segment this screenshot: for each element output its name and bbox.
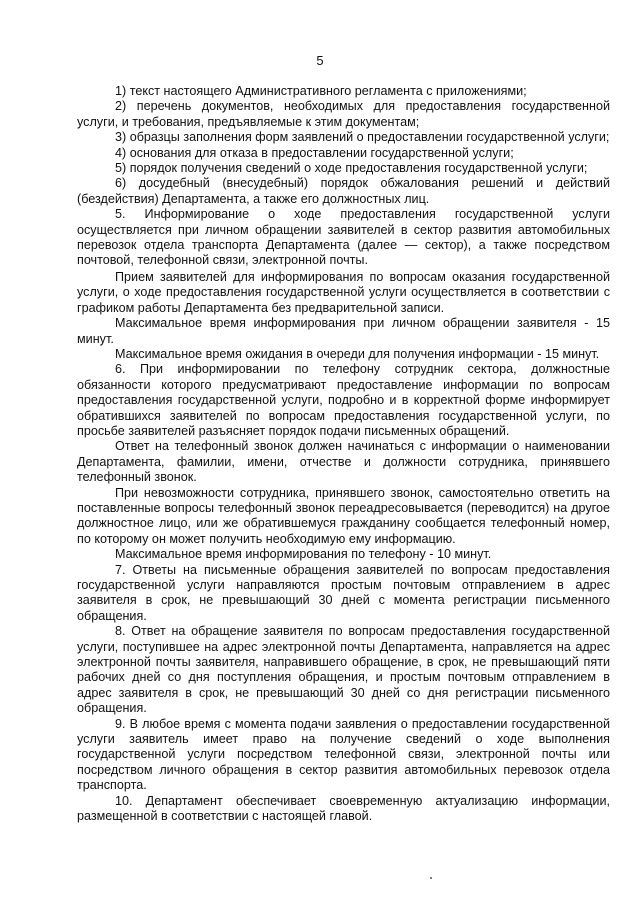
- page-number: 5: [316, 53, 324, 68]
- paragraph: Максимальное время информирования при личном обращении заявителя - 15 минут.: [77, 316, 610, 346]
- document-body: [77, 84, 610, 825]
- paragraph: 6) досудебный (внесудебный) порядок обжалования решений и действий (бездействия) Департамента, а также его должностных лиц.: [77, 176, 610, 206]
- paragraph: 5. Информирование о ходе предоставления государственной услуги осуществляется при личном обращении заявителей в сектор развития автомобильных перевозок отдела транспорта Департамента (далее — сектор), а также посредством почтовой, телефонной связи, электронной почты.: [77, 207, 610, 268]
- paragraph: 2) перечень документов, необходимых для предоставления государственной услуги, и требования, предъявляемые к этим документам;: [77, 99, 610, 129]
- paragraph: 8. Ответ на обращение заявителя по вопросам предоставления государственной услуги, поступившее на адрес электронной почты Департамента, направляется на адрес электронной почты заявителя, направившего обращение, в срок, не превышающий пяти рабочих дней со дня поступления обращения, и простым почтовым отправлением в адрес заявителя в срок, не превышающий 30 дней со дня регистрации письменного обращения.: [77, 624, 610, 716]
- paragraph: 9. В любое время с момента подачи заявления о предоставлении государственной услуги заявитель имеет право на получение сведений о ходе выполнения государственной услуги посредством телефонной связи, электронной почты или посредством личного обращения в сектор развития автомобильных перевозок отдела транспорта.: [77, 716, 610, 793]
- paragraph: Прием заявителей для информирования по вопросам оказания государственной услуги, о ходе предоставления государственной услуги осуществляется в соответствии с графиком работы Департамента без предварительной записи.: [77, 269, 610, 315]
- paragraph: При невозможности сотрудника, принявшего звонок, самостоятельно ответить на поставленные вопросы телефонный звонок переадресовывается (переводится) на другое должностное лицо, или же обратившемуся гражданину сообщается телефонный номер, по которому он может получить необходимую ему информацию.: [77, 485, 610, 546]
- paragraph: 5) порядок получения сведений о ходе предоставления государственной услуги;: [115, 161, 588, 176]
- scan-speck: [430, 877, 432, 879]
- paragraph: 3) образцы заполнения форм заявлений о предоставлении государственной услуги;: [115, 130, 610, 145]
- paragraph: 1) текст настоящего Административного регламента с приложениями;: [115, 84, 527, 98]
- paragraph: Ответ на телефонный звонок должен начинаться с информации о наименовании Департамента, фамилии, имени, отчестве и должности сотрудника, принявшего телефонный звонок.: [77, 439, 610, 485]
- paragraph: 7. Ответы на письменные обращения заявителей по вопросам предоставления государственной услуги направляются простым почтовым отправлением в адрес заявителя в срок, не превышающий 30 дней с момента регистрации письменного обращения.: [77, 562, 610, 623]
- paragraph: 6. При информировании по телефону сотрудник сектора, должностные обязанности которого предусматривают предоставление информации по вопросам предоставления государственной услуги, подробно и в корректной форме информирует обратившихся заявителей по вопросам предоставления государственной услуги, по просьбе заявителей разъясняет порядок подачи письменных обращений.: [77, 362, 610, 438]
- paragraph: 10. Департамент обеспечивает своевременную актуализацию информации, размещенной в соответствии с настоящей главой.: [77, 793, 610, 824]
- paragraph: Максимальное время информирования по телефону - 10 минут.: [115, 547, 492, 562]
- paragraph: Максимальное время ожидания в очереди для получения информации - 15 минут.: [115, 346, 600, 361]
- paragraph: 4) основания для отказа в предоставлении государственной услуги;: [115, 145, 514, 160]
